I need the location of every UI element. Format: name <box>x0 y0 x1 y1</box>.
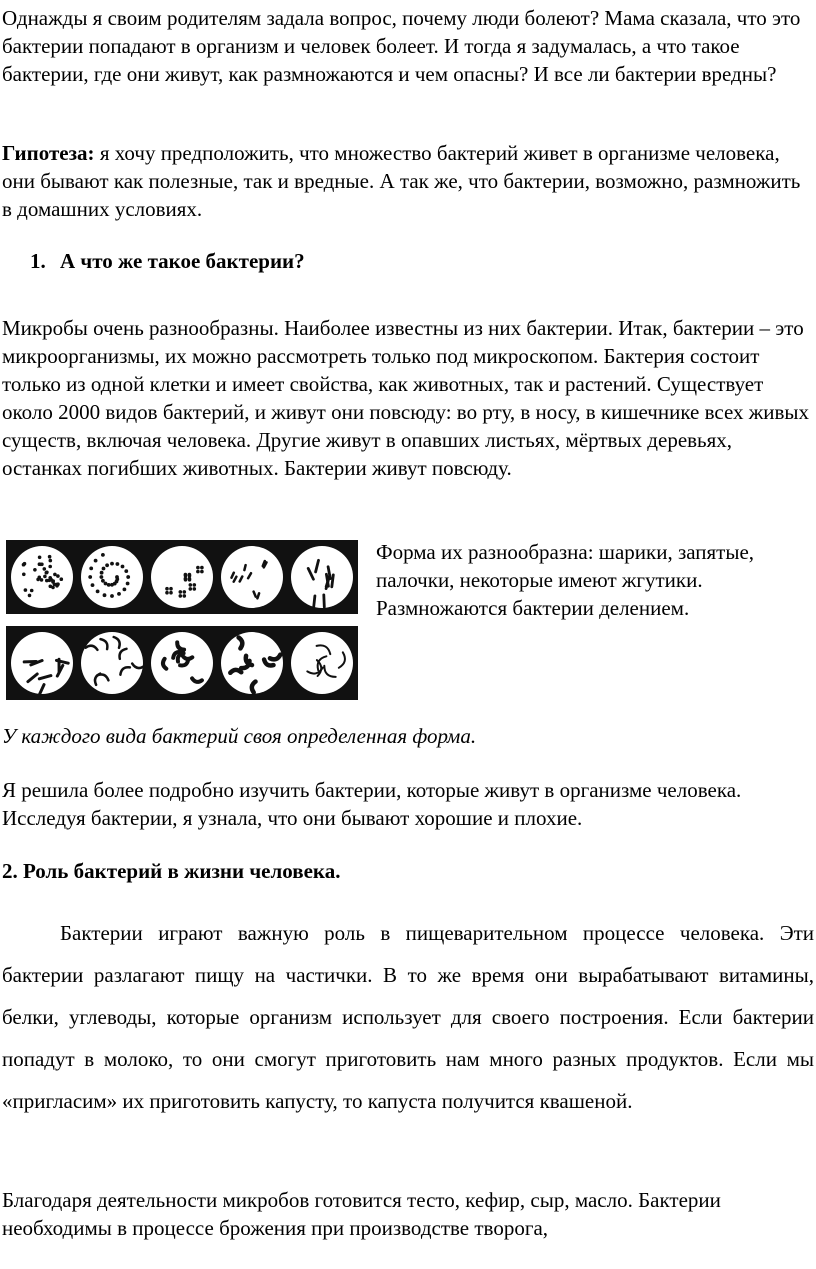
italic-caption: У каждого вида бактерий своя определенная форма. <box>2 724 477 748</box>
bacteria-circle <box>291 546 353 608</box>
bacteria-shapes-figure <box>6 540 358 700</box>
intro-paragraph: Однажды я своим родителям задала вопрос, почему люди болеют? Мама сказала, что это бактерии попадают в организм и человек болеет. И тогда я задумалась, а что такое бактерии, где они живут, как размножаются и чем опасны? И все ли бактерии вредны? <box>2 6 801 86</box>
bacteria-circle <box>151 546 213 608</box>
section-1-number: 1. <box>30 249 46 273</box>
decided-paragraph: Я решила более подробно изучить бактерии, которые живут в организме человека. Исследуя бактерии, я узнала, что они бывают хорошие и плохие. <box>2 778 742 830</box>
shape-paragraph: Форма их разнообразна: шарики, запятые, палочки, некоторые имеют жгутики. Размножаются бактерии делением. <box>376 540 755 620</box>
microbes-paragraph: Микробы очень разнообразны. Наиболее известны из них бактерии. Итак, бактерии – это микроорганизмы, их можно рассмотреть только под микроскопом. Бактерия состоит только из одной клетки и имеет свойства, как животных, так и растений. Существует около 2000 видов бактерий, и живут они повсюду: во рту, в носу, в кишечнике всех живых существ, включая человека. Другие живут в опавших листьях, мёртвых деревьях, останках погибших животных. Бактерии живут повсюду. <box>2 316 810 480</box>
section-2-heading: 2. Роль бактерий в жизни человека. <box>2 859 341 883</box>
bacteria-circle <box>221 546 283 608</box>
hypothesis-label: Гипотеза: <box>2 141 95 165</box>
bacteria-shapes-illustration-icon <box>6 540 358 700</box>
thanks-paragraph: Благодаря деятельности микробов готовится тесто, кефир, сыр, масло. Бактерии необходимы в процессе брожения при производстве творога, <box>2 1188 721 1240</box>
bacteria-circle <box>11 546 73 608</box>
hypothesis-text: я хочу предположить, что множество бактерий живет в организме человека, они бывают как полезные, так и вредные. А так же, что бактерии, возможно, размножить в домашних условиях. <box>2 141 801 221</box>
bacteria-circle <box>81 632 143 694</box>
hypothesis-paragraph <box>2 139 814 223</box>
section-1-title: А что же такое бактерии? <box>60 249 305 273</box>
role-paragraph: Бактерии играют важную роль в пищеварительном процессе человека. Эти бактерии разлагают пищу на частички. В то же время они вырабатывают витамины, белки, углеводы, которые организм использует для своего построения. Если бактерии попадут в молоко, то они смогут приготовить нам много разных продуктов. Если мы «пригласим» их приготовить капусту, то капуста получится квашеной. <box>2 921 814 1113</box>
section-1-heading <box>30 247 305 275</box>
bacteria-circle <box>151 632 213 694</box>
